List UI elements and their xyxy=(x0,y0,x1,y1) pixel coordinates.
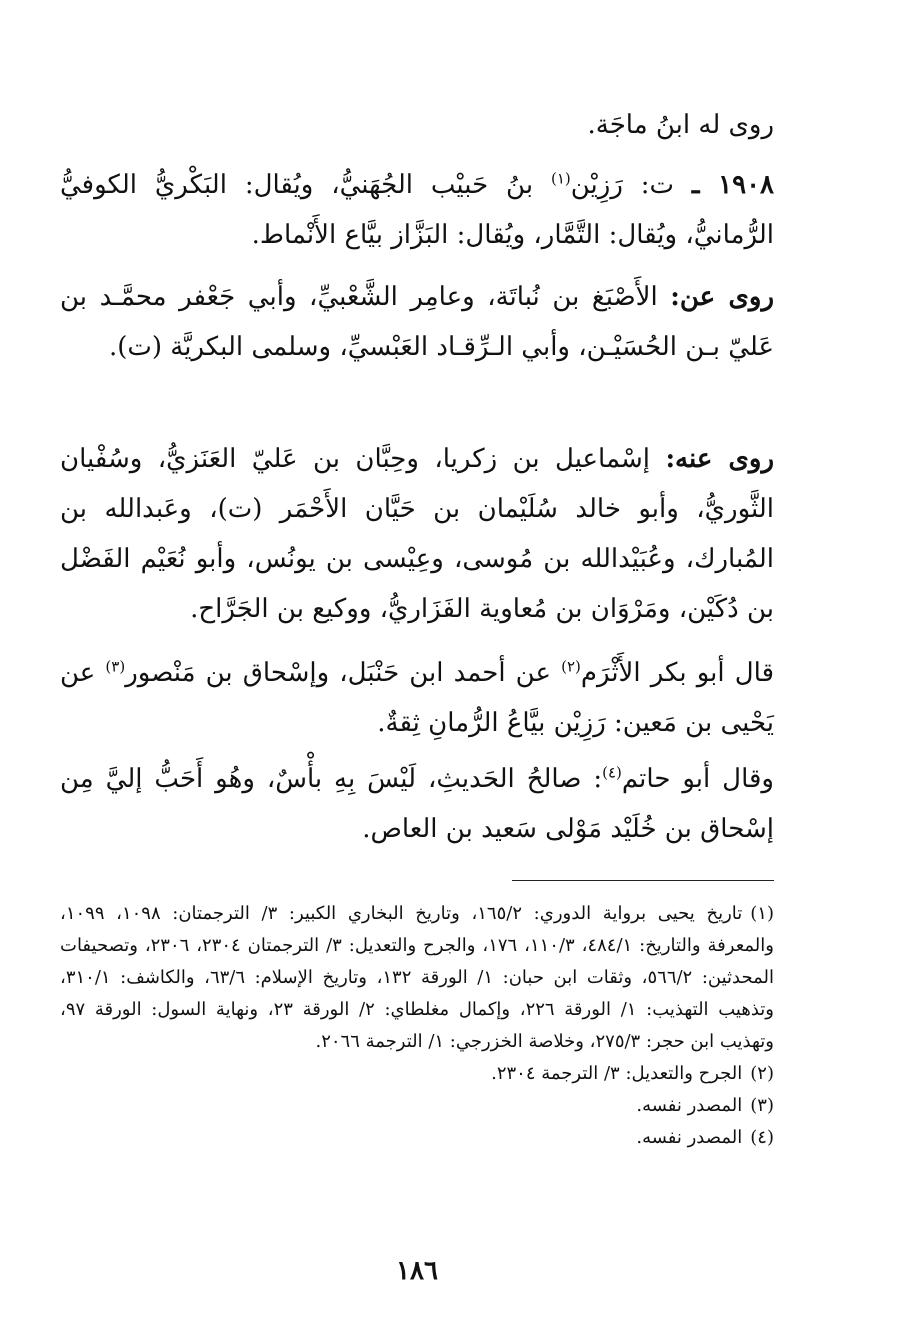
footnote-number: (٣) xyxy=(750,1095,774,1116)
footnote-text: تاريخ يحيى برواية الدوري: ١٦٥/٢، وتاريخ البخاري الكبير: ٣/ الترجمتان: ١٠٩٨، ١٠٩٩، والمعرفة والتاريخ: ٤٨٤/١، ١١٠/٣، ١٧٦، والجرح والتعديل: ٣/ الترجمتان ٢٣٠٤، ٢٣٠٦، وتصحيفات المحدثين: ٥٦٦/٢، وثقات ابن حبان: ١/ الورقة ١٣٢، وتاريخ الإسلام: ٦٣/٦، والكاشف: ٣١٠/١، وتذهيب التهذيب: ١/ الورقة ٢٢٦، وإكمال مغلطاي: ٢/ الورقة ٢٣، ونهاية السول: الورقة ٩٧، وتهذيب ابن حجر: ٢٧٥/٣، وخلاصة الخزرجي: ١/ الترجمة ٢٠٦٦. xyxy=(60,903,774,1052)
footnote-number: (١) xyxy=(750,903,774,924)
footnote-text: المصدر نفسه. xyxy=(636,1095,743,1116)
footnote-text: المصدر نفسه. xyxy=(636,1127,743,1148)
narrated-from-label: روى عن: xyxy=(670,282,775,312)
page-number: ١٨٦ xyxy=(396,1256,438,1286)
footnote-1 xyxy=(60,898,774,1058)
entry-number: ١٩٠٨ ـ xyxy=(691,170,775,200)
footnote-ref-2[interactable]: (٢) xyxy=(561,657,581,676)
footnote-ref-4[interactable]: (٤) xyxy=(602,763,622,782)
footnote-3 xyxy=(60,1090,774,1122)
footnote-ref-3[interactable]: (٣) xyxy=(105,657,126,676)
footnote-number: (٢) xyxy=(750,1063,774,1084)
abu-hatim-text-a: وقال أبو حاتم xyxy=(621,764,774,794)
athram-text-c: عن يَحْيى بن مَعين: رَزِيْن بيَّاعُ الرُّمانِ ثِقةٌ. xyxy=(60,658,774,738)
footnotes-section xyxy=(60,898,774,1154)
abu-hatim-paragraph xyxy=(60,754,774,854)
athram-text-b: عن أحمد ابن حَنْبَل، وإسْحاق بن مَنْصور xyxy=(125,658,551,688)
footnote-divider xyxy=(512,880,774,881)
book-page xyxy=(60,0,774,1344)
abu-hatim-text-b: : صالحُ الحَديثِ، لَيْسَ بِهِ بأْسٌ، وهُو أَحَبُّ إليَّ مِن إسْحاق بن خُلَيْد مَوْلى سَعيد بن العاص. xyxy=(60,764,774,844)
footnote-2 xyxy=(60,1058,774,1090)
footnote-ref-1[interactable]: (١) xyxy=(550,169,571,188)
footnote-4 xyxy=(60,1122,774,1154)
entry-name-continued: بنُ حَبيْب الجُهَنيُّ، ويُقال: البَكْريُّ الكوفيُّ الرُّمانيُّ، ويُقال: التَّمَّار، ويُقال: البَزَّاز بيَّاع الأَنْماط. xyxy=(60,170,774,250)
narrated-by-label: روى عنه: xyxy=(665,444,775,474)
entry-name: ت: رَزِيْن xyxy=(570,170,674,200)
narrated-from-paragraph xyxy=(60,272,774,372)
narrated-by-paragraph xyxy=(60,434,774,634)
footnote-text: الجرح والتعديل: ٣/ الترجمة ٢٣٠٤. xyxy=(491,1063,743,1084)
narrated-from-text: الأَصْبَغ بن نُباتَة، وعامِر الشَّعْبيِّ، وأبي جَعْفر محمَّـد بن عَليّ بـن الحُسَيْـن، وأبي الـرِّقـاد العَبْسيِّ، وسلمى البكريَّة (ت). xyxy=(60,282,774,362)
narrated-by-text: إسْماعيل بن زكريا، وحِبَّان بن عَليّ العَنَزيُّ، وسُفْيان الثَّوريُّ، وأبو خالد سُلَيْمان بن حَيَّان الأَحْمَر (ت)، وعَبدالله بن المُبارك، وعُبَيْدالله بن مُوسى، وعِيْسى بن يونُس، وأبو نُعَيْم الفَضْل بن دُكَيْن، ومَرْوَان بن مُعاوية الفَزَاريُّ، ووكيع بن الجَرَّاح. xyxy=(60,444,774,624)
entry-paragraph xyxy=(60,160,774,260)
intro-text: روى له ابنُ ماجَة. xyxy=(587,110,774,140)
intro-paragraph xyxy=(60,100,774,150)
athram-paragraph xyxy=(60,648,774,748)
athram-text-a: قال أبو بكر الأَثْرَم xyxy=(580,658,774,688)
footnote-number: (٤) xyxy=(750,1127,774,1148)
